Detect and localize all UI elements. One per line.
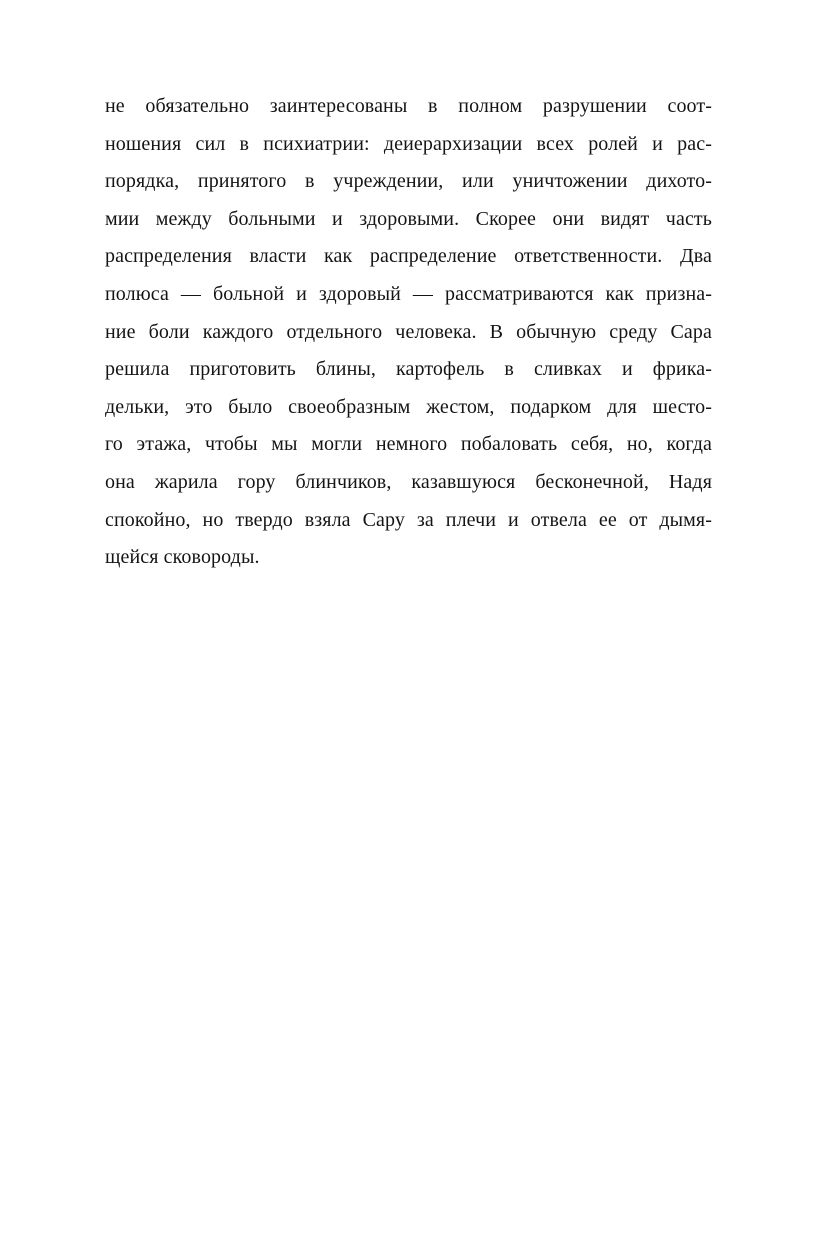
text-line: порядка, принятого в учреждении, или уничтожении дихото-: [105, 170, 712, 193]
text-line: го этажа, чтобы мы могли немного побаловать себя, но, когда: [105, 433, 712, 456]
text-line: дельки, это было своеобразным жестом, подарком для шесто-: [105, 395, 712, 418]
text-line: полюса — больной и здоровый — рассматриваются как призна-: [105, 282, 712, 305]
text-line: ние боли каждого отдельного человека. В обычную среду Сара: [105, 320, 712, 343]
text-line: не обязательно заинтересованы в полном разрушении соот-: [105, 95, 712, 117]
text-line: мии между больными и здоровыми. Скорее они видят часть: [105, 207, 712, 230]
text-line: ношения сил в психиатрии: деиерархизации всех ролей и рас-: [105, 132, 712, 155]
text-line: она жарила гору блинчиков, казавшуюся бесконечной, Надя: [105, 470, 712, 493]
text-line: распределения власти как распределение ответственности. Два: [105, 245, 712, 268]
text-line: щейся сковороды.: [105, 546, 260, 569]
text-line: спокойно, но твердо взяла Сару за плечи и отвела ее от дымя-: [105, 508, 712, 531]
text-line: решила приготовить блины, картофель в сливках и фрика-: [105, 358, 712, 381]
body-paragraph: [105, 88, 712, 577]
